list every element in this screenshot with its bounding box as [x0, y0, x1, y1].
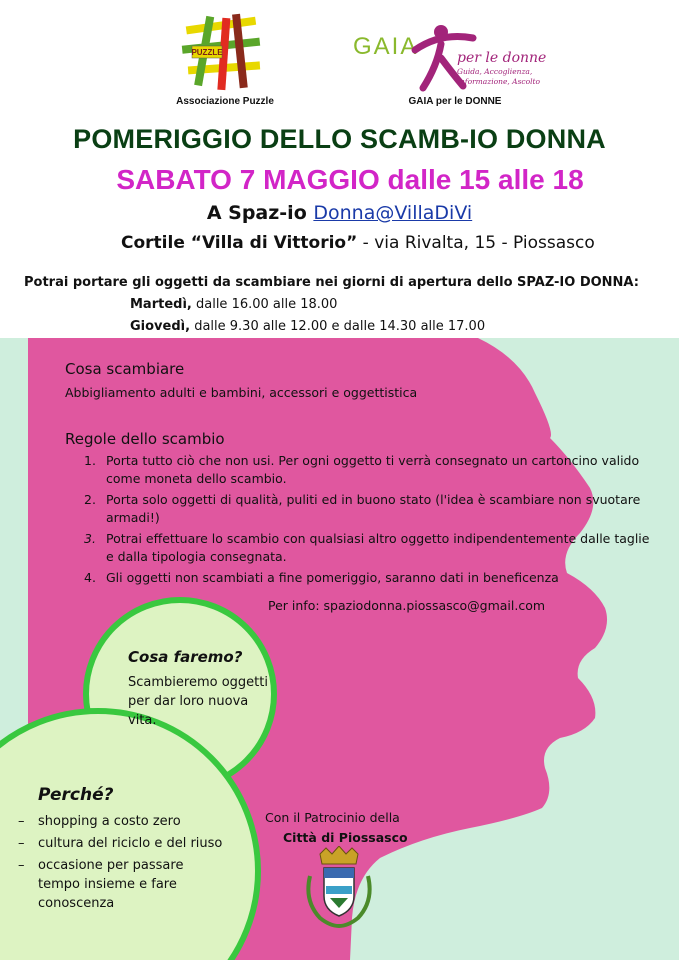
event-date: SABATO 7 MAGGIO dalle 15 alle 18 — [116, 164, 584, 195]
patronage-city: Città di Piossasco — [283, 830, 408, 845]
item-text: Potrai effettuare lo scambio con qualsiasi altro oggetto indipendentemente dalle taglie e dalla tipologia consegnata. — [106, 531, 650, 564]
hours-value: dalle 16.00 alle 18.00 — [191, 297, 338, 312]
item-text: shopping a costo zero — [38, 814, 181, 829]
item-text: Gli oggetti non scambiati a fine pomeriggio, saranno dati in beneficenza — [106, 570, 559, 585]
puzzle-caption: Associazione Puzzle — [176, 96, 274, 107]
address-rest: - via Rivalta, 15 - Piossasco — [357, 233, 595, 253]
venue-prefix: A Spaz-io — [206, 202, 314, 224]
address-line — [121, 233, 641, 253]
section-title-cosa-scambiare: Cosa scambiare — [65, 360, 185, 378]
hours-value: dalle 9.30 alle 12.00 e dalle 14.30 alle 17.00 — [190, 319, 486, 334]
item-number: 4. — [84, 570, 96, 585]
svg-text:Guida, Accoglienza,: Guida, Accoglienza, — [457, 67, 533, 76]
day-label: Martedì, — [130, 297, 192, 312]
faremo-text: Scambieremo oggetti per dar loro nuova vita. — [128, 675, 268, 728]
item-number: 1. — [84, 453, 96, 468]
venue-link[interactable]: Donna@VillaDiVi — [313, 202, 473, 224]
list-item — [80, 530, 658, 566]
dash-bullet: – — [18, 814, 25, 829]
list-item — [80, 569, 658, 587]
item-text: Porta solo oggetti di qualità, puliti ed in buono stato (l'idea è scambiare non svuotare armadi!) — [106, 492, 641, 525]
list-item — [18, 834, 228, 853]
faremo-title: Cosa faremo? — [128, 648, 243, 666]
list-item — [18, 812, 228, 831]
section-text-cosa-scambiare: Abbigliamento adulti e bambini, accessori e oggettistica — [65, 385, 418, 400]
list-item — [18, 856, 228, 913]
item-number: 2. — [84, 492, 96, 507]
puzzle-logo — [178, 12, 268, 94]
perche-list — [18, 812, 228, 916]
gaia-caption: GAIA per le DONNE — [408, 96, 502, 107]
list-item — [80, 452, 658, 488]
event-title: POMERIGGIO DELLO SCAMB-IO DONNA — [73, 124, 606, 154]
contact-info: Per info: spaziodonna.piossasco@gmail.com — [268, 598, 546, 613]
item-text: cultura del riciclo e del riuso — [38, 836, 223, 851]
patronage-label: Con il Patrocinio della — [265, 810, 400, 825]
dash-bullet: – — [18, 858, 25, 873]
opening-hours-tuesday — [130, 297, 337, 312]
svg-text:PUZZLE: PUZZLE — [191, 48, 223, 57]
perche-title: Perché? — [38, 785, 114, 805]
svg-text:GAIA: GAIA — [353, 33, 419, 60]
list-item — [80, 491, 658, 527]
svg-text:per le donne: per le donne — [457, 50, 547, 66]
address-bold: Cortile “Villa di Vittorio” — [121, 233, 358, 253]
svg-text:Informazione, Ascolto: Informazione, Ascolto — [457, 77, 541, 86]
opening-hours-thursday — [130, 319, 485, 334]
day-label: Giovedì, — [130, 319, 191, 334]
rules-list — [80, 452, 658, 590]
city-crest-icon — [300, 846, 378, 928]
section-title-regole: Regole dello scambio — [65, 430, 225, 448]
opening-notice: Potrai portare gli oggetti da scambiare nei giorni di apertura dello SPAZ-IO DONNA: — [24, 275, 639, 290]
item-text: Porta tutto ciò che non usi. Per ogni oggetto ti verrà consegnato un cartoncino valido come moneta dello scambio. — [106, 453, 640, 486]
item-number: 3. — [84, 531, 96, 546]
gaia-logo — [345, 22, 560, 94]
item-text: occasione per passare tempo insieme e fare conoscenza — [38, 858, 184, 911]
dash-bullet: – — [18, 836, 25, 851]
venue-line — [0, 202, 679, 224]
